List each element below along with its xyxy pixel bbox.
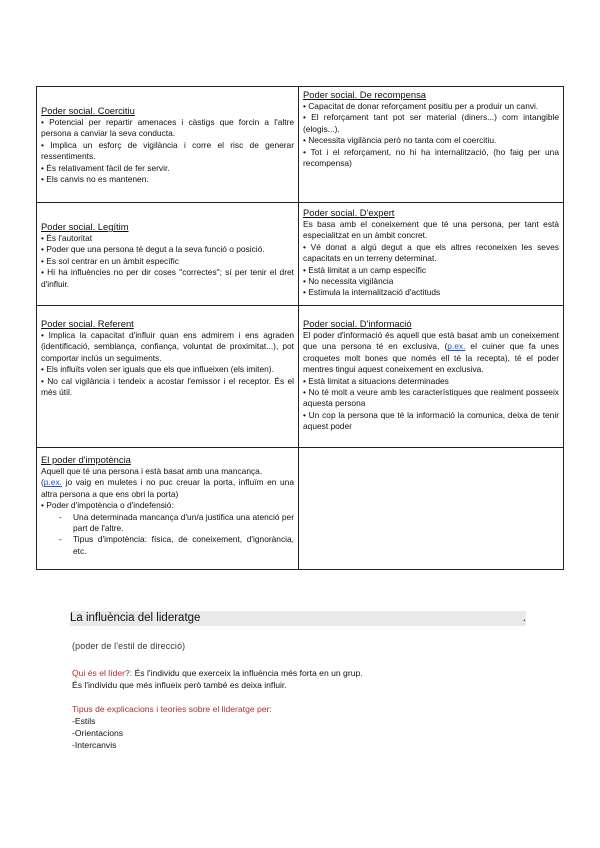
expert-line-1: Es basa amb el coneixement que té una persona, per tant està especialitzat en un àmbit concret. <box>303 219 559 241</box>
recompensa-line-4: • Tot i el reforçament, no hi ha internalització, (ho faig per una recompensa) <box>303 146 559 169</box>
leader-question-answer: És l'individu que exerceix la influència més forta en un grup. <box>132 668 363 678</box>
legitim-line-2: • Poder que una persona té degut a la seva funció o posició. <box>41 244 265 255</box>
social-power-table <box>36 86 564 570</box>
cell-title-referent: Poder social. Referent <box>41 318 134 329</box>
informacio-intro <box>303 330 559 376</box>
expert-line-5: • Estimula la internalització d'actituds <box>303 287 441 298</box>
informacio-line-1: • Està limitat a situacions determinades <box>303 375 449 386</box>
section-title-dot: . <box>522 612 526 624</box>
impotencia-line-2a: ( <box>41 477 44 488</box>
coercitiu-line-3: • És relativament fàcil de fer servir. <box>41 162 170 173</box>
cell-referent <box>37 306 299 448</box>
leader-line-2: És l'individu que més influeix però també es deixa influir. <box>72 680 287 690</box>
cell-title-expert: Poder social. D'expert <box>303 207 395 218</box>
theory-item-estils: -Estils <box>72 716 96 726</box>
cell-title-impotencia: El poder d'impotència <box>41 454 131 465</box>
cell-impotencia <box>37 448 299 570</box>
impotencia-subitem-2 <box>59 534 294 557</box>
informacio-line-2: • No té molt a veure amb les característiques que realment posseeix aquesta persona <box>303 387 559 409</box>
coercitiu-line-2: • Implica un esforç de vigilància i corre el risc de generar ressentiments. <box>41 139 294 162</box>
theories-title: Tipus de explicacions i teories sobre el lideratge per: <box>72 704 272 714</box>
legitim-line-4: • Hi ha influències no per dir coses "correctes"; sí per tenir el dret d'influir. <box>41 267 294 289</box>
cell-empty <box>299 448 564 570</box>
leader-theories <box>72 703 272 751</box>
referent-line-3: • No cal vigilància i tendeix a acostar l'emissor i el receptor. És el més útil. <box>41 375 294 398</box>
legitim-line-1: • És l'autoritat <box>41 233 93 243</box>
cell-expert <box>299 203 564 306</box>
theory-item-intercanvis: -Intercanvis <box>72 740 117 750</box>
expert-line-3: • Està limitat a un camp específic <box>303 264 427 275</box>
section-subtitle: (poder de l'estil de direcció) <box>72 641 186 651</box>
dash-marker: - <box>59 511 62 522</box>
section-heading <box>70 611 526 626</box>
informacio-pex-link[interactable]: p.ex. <box>447 341 466 352</box>
coercitiu-line-1: • Potencial per repartir amenaces i càstigs que forcin a l'altre persona a canviar la seva conducta. <box>41 117 294 139</box>
leader-question <box>72 667 363 679</box>
leader-definition <box>72 667 363 691</box>
impotencia-line-2b: jo vaig en muletes i no puc creuar la porta, influïm en una altra persona a que ens obri la porta) <box>41 477 294 499</box>
impotencia-line-3: • Poder d'impotència o d'indefensió: <box>41 500 174 511</box>
section-title: La influència del lideratge <box>70 612 201 624</box>
impotencia-line-1: Aquell que té una persona i està basat amb una mancança. <box>41 466 263 476</box>
recompensa-line-3: • Necessita vigilància però no tanta com el coercitiu. <box>303 135 497 146</box>
referent-line-2: • Els influïts volen ser iguals que els que influeixen (els imiten). <box>41 364 274 375</box>
legitim-line-3: • Es sol centrar en un àmbit específic <box>41 255 179 266</box>
dash-marker: - <box>59 534 62 545</box>
cell-title-legitim: Poder social. Legítim <box>41 221 129 232</box>
recompensa-line-1: • Capacitat de donar reforçament positiu per a produir un canvi. <box>303 101 539 111</box>
cell-title-coercitiu: Poder social. Coercitiu <box>41 105 135 116</box>
impotencia-line-2 <box>41 477 294 500</box>
informacio-intro-b: el cuiner que fa unes croquetes molt bones que només ell té la recepta), té el poder mentres tingui aquest coneixement en exclusiva. <box>303 341 559 375</box>
theory-item-orientacions: -Orientacions <box>72 728 124 738</box>
cell-title-recompensa: Poder social. De recompensa <box>303 89 426 100</box>
impotencia-sub-1: Una determinada mancança d'un/a justifica una atenció per part de l'altre. <box>73 511 294 534</box>
expert-line-4: • No necessita vigilància <box>303 276 394 287</box>
cell-informacio <box>299 306 564 448</box>
recompensa-line-2: • El reforçament tant pot ser material (diners...) com intangible (elogis...). <box>303 112 559 134</box>
cell-legitim <box>37 203 299 306</box>
coercitiu-line-4: • Els canvis no es mantenen. <box>41 174 149 185</box>
expert-line-2: • Vé donat a algú degut a que els altres reconeixen les seves capacitats en un terreny determinat. <box>303 241 559 264</box>
impotencia-pex-link[interactable]: p.ex. <box>43 477 62 488</box>
cell-coercitiu <box>37 87 299 203</box>
impotencia-subitem-1 <box>59 512 294 535</box>
cell-title-informacio: Poder social. D'informació <box>303 318 412 329</box>
cell-recompensa <box>299 87 564 203</box>
impotencia-sub-2: Tipus d'impotència: física, de coneixement, d'ignorància, etc. <box>73 534 294 556</box>
informacio-line-3: • Un cop la persona que té la informació la comunica, deixa de tenir aquest poder <box>303 409 559 432</box>
leader-question-label: Qui és el líder?: <box>72 668 133 678</box>
informacio-intro-a: El poder d'informació és aquell que està basat amb un coneixement que una persona té en exclusiva, ( <box>303 330 559 352</box>
referent-line-1: • Implica la capacitat d'influir quan ens admirem i ens agraden (identificació, semblança, confiança, voluntat de proximitat...), pot comportar inclús un seguiments. <box>41 330 294 363</box>
